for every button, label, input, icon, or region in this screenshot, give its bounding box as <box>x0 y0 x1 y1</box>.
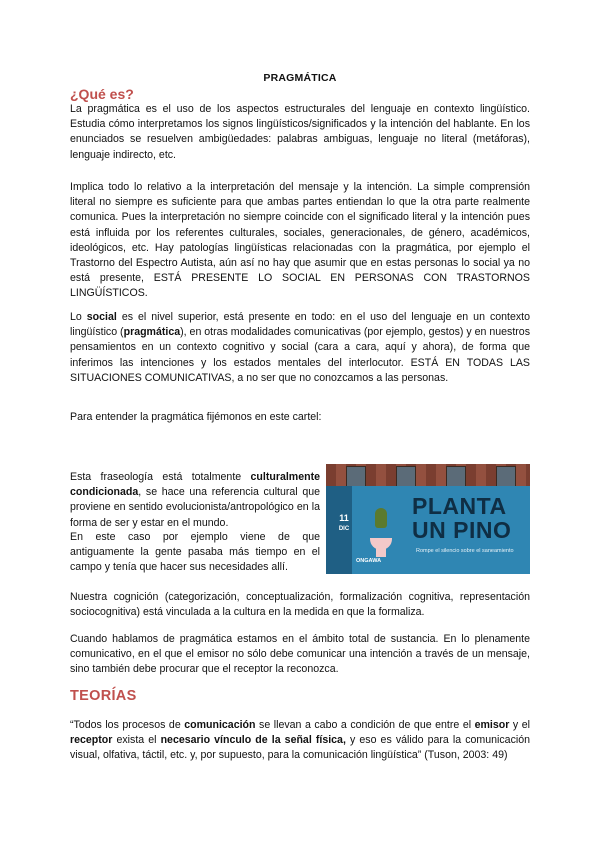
paragraph-7: Nuestra cognición (categorización, conceptualización, formalización cognitiva, representación sociocognitiva) está vinculada a la cultura en la medida en que la formaliza. <box>70 591 530 619</box>
paragraph-4: Para entender la pragmática fijémonos en este cartel: <box>70 411 322 423</box>
quote-paragraph <box>70 718 530 764</box>
quote-bold-vinculo: necesario vínculo de la señal física, <box>160 734 346 747</box>
quote-bold-emisor: emisor <box>474 719 510 731</box>
window-4 <box>496 466 516 488</box>
poster-line-1: PLANTA <box>412 493 507 519</box>
poster-date-month: DIC <box>338 526 350 532</box>
quote-g: exista el <box>112 734 161 747</box>
poster-date <box>336 514 352 534</box>
section-heading-que-es: ¿Qué es? <box>70 86 134 102</box>
quote-bold-receptor: receptor <box>70 734 113 747</box>
p3-text-a: Lo <box>70 311 87 323</box>
quote-e: y el <box>509 719 530 731</box>
paragraph-2: Implica todo lo relativo a la interpretación del mensaje y la intención. La simple comprensión literal no siempre es suficiente para que ambas partes entiendan lo que la otra parte realmente comunica. Pues la interpretación no siempre coincide con el significado literal y la intención pues está influida por los referentes culturales, sociales, generacionales, de género, académicos, ideológicos, etc. Hay patologías lingüísticas relacionadas con la pragmática, por ejemplo el Trastorno del Espectro Autista, aún así no hay que asumir que en estas personas lo social ya no está presente, ESTÁ PRESENTE LO SOCIAL EN PERSONAS CON TRASTORNOS LINGÜÍSTICOS. <box>70 181 530 300</box>
paragraph-3 <box>70 310 530 386</box>
toilet-base <box>376 548 386 557</box>
poster-headline <box>412 494 511 542</box>
quote-a: “Todos los procesos de <box>70 719 185 731</box>
poster-line-2: UN PINO <box>412 517 512 543</box>
poster-subtitle: Rompe el silencio sobre el saneamiento <box>416 548 514 554</box>
quote-i: y eso es válido para la comunicación visual, olfativa, táctil, etc. y, por supuesto, para la comunicación lingüística” (Tuson, 2003: 49) <box>70 734 530 762</box>
window-3 <box>446 466 466 488</box>
p3-bold-social: social <box>86 311 117 323</box>
poster-logo: ONGAWA <box>356 558 382 564</box>
p3-text-e: ), en otras modalidades comunicativas (por ejemplo, gestos) y en nuestros pensamientos en un contexto cognitivo y social (cara a cara, aquí y ahora), de forma que inferimos las intenciones y los estados mentales del interlocutor. ESTÁ EN TODAS LAS SITUACIONES COMUNICATIVAS, a no ser que no conozcamos a las personas. <box>70 326 530 384</box>
paragraph-6: En este caso por ejemplo viene de que antiguamente la gente pasaba más tiempo en el campo y tenía que hacer sus necesidades allí. <box>70 531 320 574</box>
paragraph-5 <box>70 470 320 531</box>
toilet-icon <box>370 526 392 558</box>
section-heading-teorias: TEORÍAS <box>70 688 137 704</box>
p5-text-c: , se hace una referencia cultural que proviene en sentido evolucionista/antropológico en la forma de ser y estar en el mundo. <box>70 486 320 529</box>
poster-image <box>326 464 530 574</box>
plant-icon <box>375 508 387 528</box>
poster-date-day: 11 <box>339 513 349 523</box>
window-1 <box>346 466 366 488</box>
paragraph-1: La pragmática es el uso de los aspectos estructurales del lenguaje en contexto lingüístico. Estudia cómo interpretamos los signos lingüísticos/significados y la intención del hablante. En los enunciados se resuelven ambigüedades: palabras ambiguas, lenguaje no literal (metáforas), lenguaje indirecto, etc. <box>70 103 530 161</box>
p3-text-c: es el nivel superior, está presente en todo: en el uso del lenguaje en un contexto lingüístico ( <box>70 311 530 339</box>
p3-bold-pragmatica: pragmática <box>123 326 181 339</box>
window-2 <box>396 466 416 488</box>
p5-text-a: Esta fraseología está totalmente <box>70 471 251 483</box>
p5-bold: culturalmente condicionada <box>70 471 320 499</box>
quote-bold-comunicacion: comunicación <box>184 719 256 731</box>
paragraph-8: Cuando hablamos de pragmática estamos en el ámbito total de sustancia. En lo plenamente comunicativo, en el que el emisor no sólo debe comunicar una intención a través de un mensaje, sino también debe procurar que el receptor la reconozca. <box>70 633 530 676</box>
quote-c: se llevan a cabo a condición de que entre el <box>255 719 475 731</box>
page-title: PRAGMÁTICA <box>263 72 337 84</box>
